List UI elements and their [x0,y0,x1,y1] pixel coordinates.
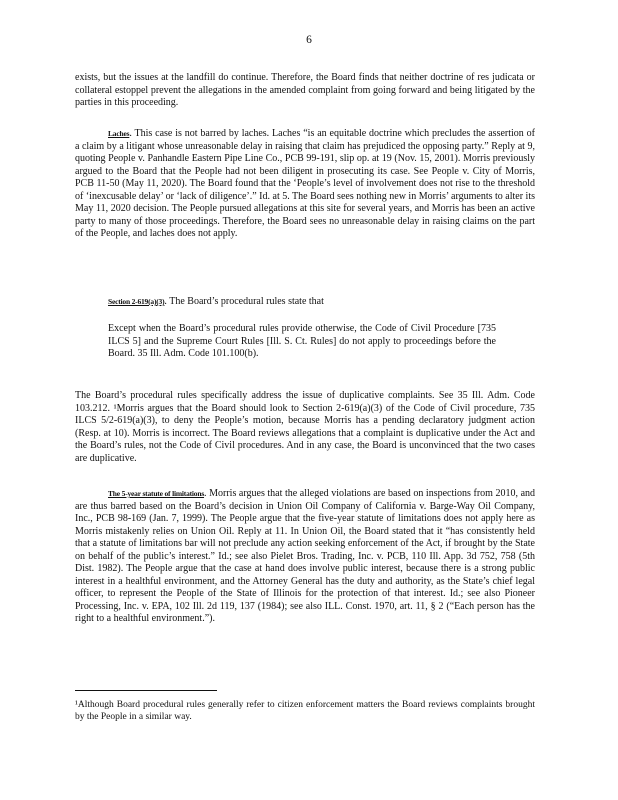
block-quote: Except when the Board’s procedural rules provide otherwise, the Code of Civil Procedure [735 ILCS 5] and the Supreme Court Rules [Ill. S. Ct. Rules] do not apply to proceedings before the Board. 35 Ill. Adm. Code 101.100(b). [108,323,496,359]
laches-paragraph [75,128,535,241]
page-number: 6 [306,34,312,46]
section-2-619-text: . The Board’s procedural rules state that [164,296,324,307]
section-2-619-heading: Section 2-619(a)(3) [108,297,165,306]
footnote: ¹Although Board procedural rules generally refer to citizen enforcement matters the Board reviews complaints brought by the People in a similar way. [75,700,535,722]
duplicative-complaints-paragraph: The Board’s procedural rules specifically address the issue of duplicative complaints. See 35 Ill. Adm. Code 103.212. ¹Morris argues that the Board should look to Section 2-619(a)(3) of the Code of Civil procedure, 735 ILCS 5/2-619(a)(3), to deny the People’s motion, because Morris has a pending declaratory judgment action (Resp. at 10). Morris is incorrect. The Board reviews allegations that a complaint is duplicative under the Act and the Board’s rules, not the Code of Civil procedures. And in any case, the Board is unconvinced that the two cases are duplicative. [75,390,535,464]
statute-of-limitations-heading: The 5-year statute of limitations [108,489,205,498]
res-judicata-paragraph: exists, but the issues at the landfill do continue. Therefore, the Board finds that neither doctrine of res judicata or collateral estoppel prevent the allegations in the amended complaint from going forward and being litigated by the parties in this proceeding. [75,72,535,108]
laches-heading: Laches [108,129,130,138]
laches-text: . This case is not barred by laches. Laches “is an equitable doctrine which precludes the assertion of a claim by a litigant whose unreasonable delay in raising that claim has prejudiced the opposing party.” Reply at 9, quoting People v. Panhandle Eastern Pipe Line Co., PCB 99-191, slip op. at 19 (Nov. 15, 2001). Morris previously argued to the Board that the People had not been diligent in prosecuting its case. See People v. City of Morris, PCB 11-50 (May 11, 2020). The Board found that the ‘People’s level of involvement does not rise to the threshold of ‘inexcusable delay’ or ‘lack of diligence’.” Id. at 5. The Board sees nothing new in Morris’ arguments to alter its May 11, 2020 decision. The People pursued allegations at this site for several years, and Morris has been an active party to many of those proceedings. Therefore, the Board sees no unreasonable delay in raising claims on the part of the People, and laches does not apply. [75,128,535,239]
section-2-619-paragraph [75,296,535,309]
statute-of-limitations-text: . Morris argues that the alleged violations are based on inspections from 2010, and are thus barred based on the Board’s decision in Union Oil Company of California v. Barge-Way Oil Company, Inc., PCB 98-169 (Jan. 7, 1999). The People argue that the five-year statute of limitations does not apply here as Morris mistakenly relies on Union Oil. Reply at 11. In Union Oil, the Board stated that it “has consistently held that a statute of limitations bar will not preclude any action seeking enforcement of the Act, if brought by the State on behalf of the public’s interest.” Id.; see also Pielet Bros. Trading, Inc. v. PCB, 110 Ill. App. 3d 752, 758 (5th Dist. 1982). The People argue that the case at hand does involve public interest, because there is a strong public interest in a healthful environment, and the Attorney General has the duty and authority, as the State’s chief legal officer, to represent the People of the State of Illinois for the protection of that interest. Id.; see also Pioneer Processing, Inc. v. EPA, 102 Ill. 2d 119, 137 (1984); see also ILL. Const. 1970, art. 11, § 2 (“Each person has the right to a healthful environment.”). [75,488,536,624]
statute-of-limitations-paragraph [75,488,535,626]
footnote-divider [75,690,217,691]
